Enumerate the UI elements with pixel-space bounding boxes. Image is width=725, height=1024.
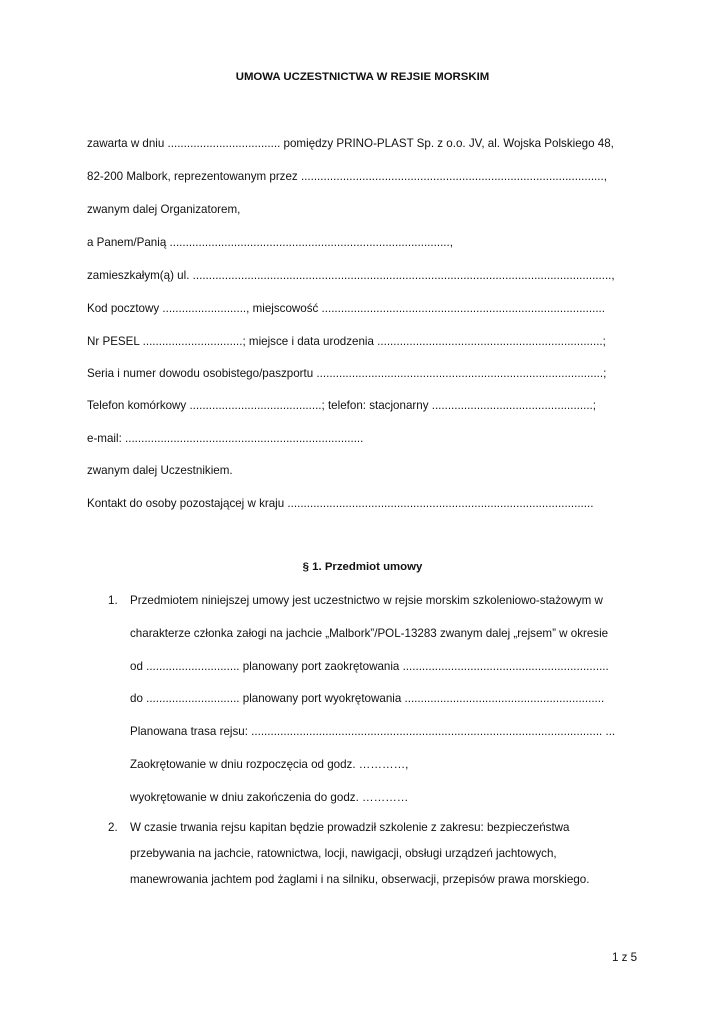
intro-line-3: zwanym dalej Organizatorem, <box>87 203 241 216</box>
item-1-line-6: Zaokrętowanie w dniu rozpoczęcia od godz. …………, <box>130 758 409 771</box>
item-1-line-4: do ............................. planowany port wyokrętowania .............................................................. <box>130 692 605 705</box>
item-2-line-2: przebywania na jachcie, ratownictwa, locji, nawigacji, obsługi urządzeń jachtowych, <box>130 847 557 860</box>
item-1-line-2: charakterze członka załogi na jachcie „Malbork”/POL-13283 zwanym dalej „rejsem” w okresie <box>130 627 609 640</box>
intro-line-9: Telefon komórkowy .........................................; telefon: stacjonarny ..................................................; <box>87 399 596 412</box>
intro-line-11: zwanym dalej Uczestnikiem. <box>87 464 233 477</box>
item-2-line-3: manewrowania jachtem pod żaglami i na silniku, obserwacji, przepisów prawa morskiego. <box>130 873 590 886</box>
intro-line-1: zawarta w dniu ................................... pomiędzy PRINO-PLAST Sp. z o.o. JV, al. Wojska Polskiego 48, <box>87 137 614 150</box>
intro-line-7: Nr PESEL ...............................; miejsce i data urodzenia ......................................................................; <box>87 335 606 348</box>
item-1-line-1: Przedmiotem niniejszej umowy jest uczestnictwo w rejsie morskim szkoleniowo-stażowym w <box>130 594 603 607</box>
item-1-number: 1. <box>108 594 118 607</box>
item-1-line-5: Planowana trasa rejsu: ............................................................................................................. ... <box>130 725 616 738</box>
page-number: 1 z 5 <box>612 951 638 964</box>
intro-line-6: Kod pocztowy .........................., miejscowość ........................................................................................ <box>87 302 605 315</box>
item-2-line-1: W czasie trwania rejsu kapitan będzie prowadził szkolenie z zakresu: bezpieczeństwa <box>130 821 570 834</box>
item-1-line-3: od ............................. planowany port zaokrętowania ................................................................ <box>130 660 609 673</box>
item-1-line-7: wyokrętowanie w dniu zakończenia do godz. ………… <box>130 791 409 804</box>
section-1-heading: § 1. Przedmiot umowy <box>302 561 423 573</box>
intro-line-8: Seria i numer dowodu osobistego/paszportu .........................................................................................; <box>87 367 607 380</box>
intro-line-10: e-mail: .......................................................................... <box>87 432 364 445</box>
intro-line-5: zamieszkałym(ą) ul. .................................................................................................................................., <box>87 269 615 282</box>
intro-line-2: 82-200 Malbork, reprezentowanym przez .............................................................................................., <box>87 170 607 183</box>
intro-line-12: Kontakt do osoby pozostającej w kraju ............................................................................................... <box>87 497 594 510</box>
item-2-number: 2. <box>108 821 118 834</box>
intro-line-4: a Panem/Panią ......................................................................................., <box>87 236 453 249</box>
document-title: UMOWA UCZESTNICTWA W REJSIE MORSKIM <box>235 71 490 83</box>
